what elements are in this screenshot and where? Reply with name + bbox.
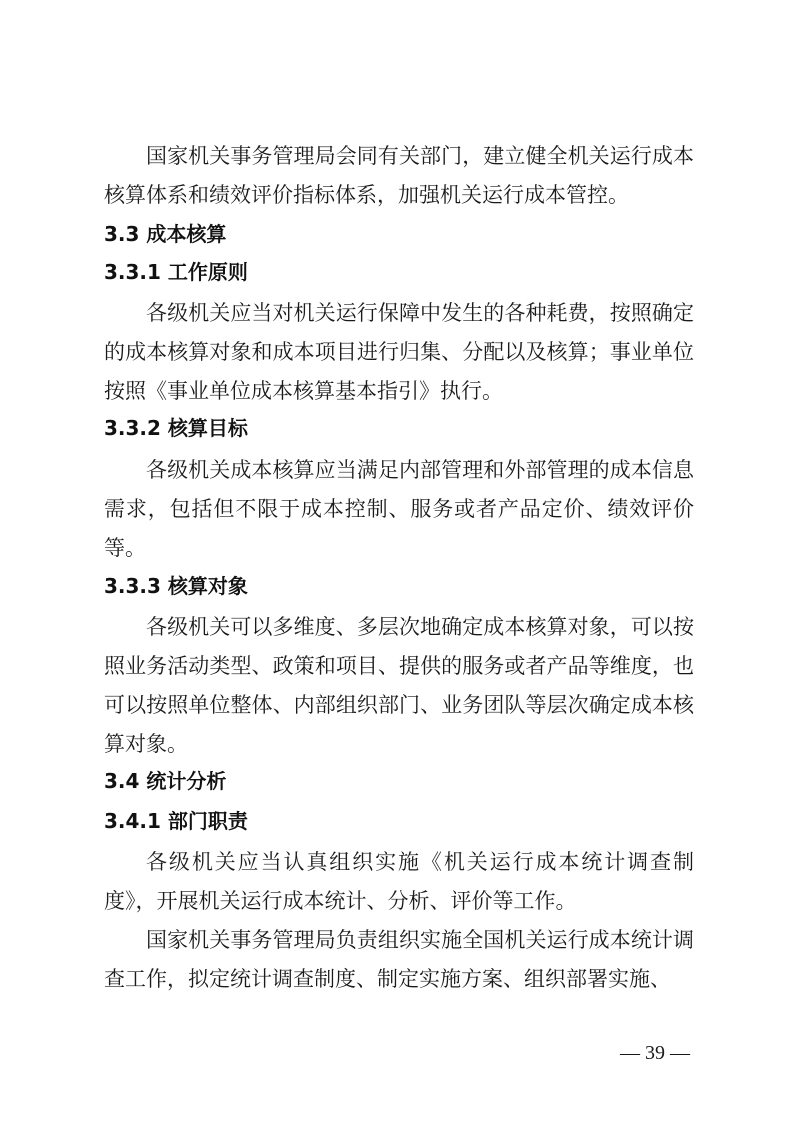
heading-accounting-objects: 3.3.3 核算对象 <box>104 574 248 598</box>
heading-work-principles: 3.3.1 工作原则 <box>104 260 248 284</box>
heading-accounting-goals: 3.3.2 核算目标 <box>104 416 248 440</box>
heading-cost-accounting: 3.3 成本核算 <box>104 222 227 246</box>
paragraph-national-organization: 国家机关事务管理局负责组织实施全国机关运行成本统计调查工作，拟定统计调查制度、制定实施方案、组织部署实施、 <box>104 928 694 991</box>
paragraph-cost-control: 国家机关事务管理局会同有关部门，建立健全机关运行成本核算体系和绩效评价指标体系，加强机关运行成本管控。 <box>104 144 694 207</box>
page-number: — 39 — <box>620 1042 690 1064</box>
heading-department-duties: 3.4.1 部门职责 <box>104 809 248 833</box>
paragraph-department-duties: 各级机关应当认真组织实施《机关运行成本统计调查制度》，开展机关运行成本统计、分析、评价等工作。 <box>104 850 694 913</box>
heading-statistical-analysis: 3.4 统计分析 <box>104 769 227 793</box>
paragraph-work-principles: 各级机关应当对机关运行保障中发生的各种耗费，按照确定的成本核算对象和成本项目进行归集、分配以及核算；事业单位按照《事业单位成本核算基本指引》执行。 <box>104 301 694 403</box>
paragraph-accounting-objects: 各级机关可以多维度、多层次地确定成本核算对象，可以按照业务活动类型、政策和项目、提供的服务或者产品等维度，也可以按照单位整体、内部组织部门、业务团队等层次确定成本核算对象。 <box>104 615 694 756</box>
paragraph-accounting-goals: 各级机关成本核算应当满足内部管理和外部管理的成本信息需求，包括但不限于成本控制、服务或者产品定价、绩效评价等。 <box>104 458 694 560</box>
